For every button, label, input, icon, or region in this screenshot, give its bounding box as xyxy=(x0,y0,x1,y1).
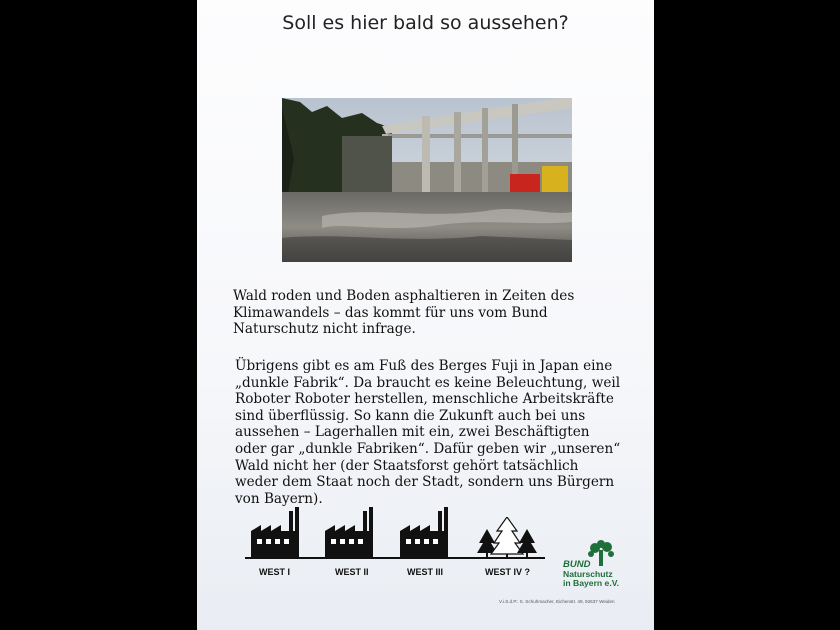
paragraph-main: Übrigens gibt es am Fuß des Berges Fuji in Japan eine „dunkle Fabrik“. Da braucht es keine Beleuchtung, weil Roboter Roboter herstellen, menschliche Arbeitskräfte sind überflüssig. So kann die Zukunft auch bei uns aussehen – Lagerhallen mit ein, zwei Beschäftigten oder gar „dunkle Fabriken“. Dafür geben wir „unseren“ Wald nicht her (der Staatsforst gehört tatsächlich weder dem Staat noch der Stadt, sondern uns Bürgern von Bayern). xyxy=(235,358,621,507)
label-west-2: WEST II xyxy=(335,567,369,577)
poster-title: Soll es hier bald so aussehen? xyxy=(282,12,569,34)
bund-name: BUND xyxy=(563,559,591,570)
label-west-3: WEST III xyxy=(407,567,443,577)
ground-line xyxy=(245,557,545,559)
factory-icon xyxy=(251,507,303,557)
bund-line-2: Naturschutz xyxy=(563,568,613,579)
factory-icon xyxy=(325,507,377,557)
development-stages xyxy=(245,505,545,585)
factory-icon xyxy=(400,507,452,557)
bund-line-3: in Bayern e.V. xyxy=(563,578,620,588)
trees-icon xyxy=(477,517,537,557)
poster xyxy=(197,0,654,630)
label-west-1: WEST I xyxy=(259,567,290,577)
construction-site-photo xyxy=(282,98,572,262)
paragraph-intro: Wald roden und Boden asphaltieren in Zeiten des Klimawandels – das kommt für uns vom Bund Naturschutz nicht infrage. xyxy=(233,288,575,338)
label-west-4: WEST IV ? xyxy=(485,567,530,577)
imprint: V.i.S.d.P.: S. Schuhmacher, Eichenstr. 49, 92637 Weiden xyxy=(499,599,615,604)
